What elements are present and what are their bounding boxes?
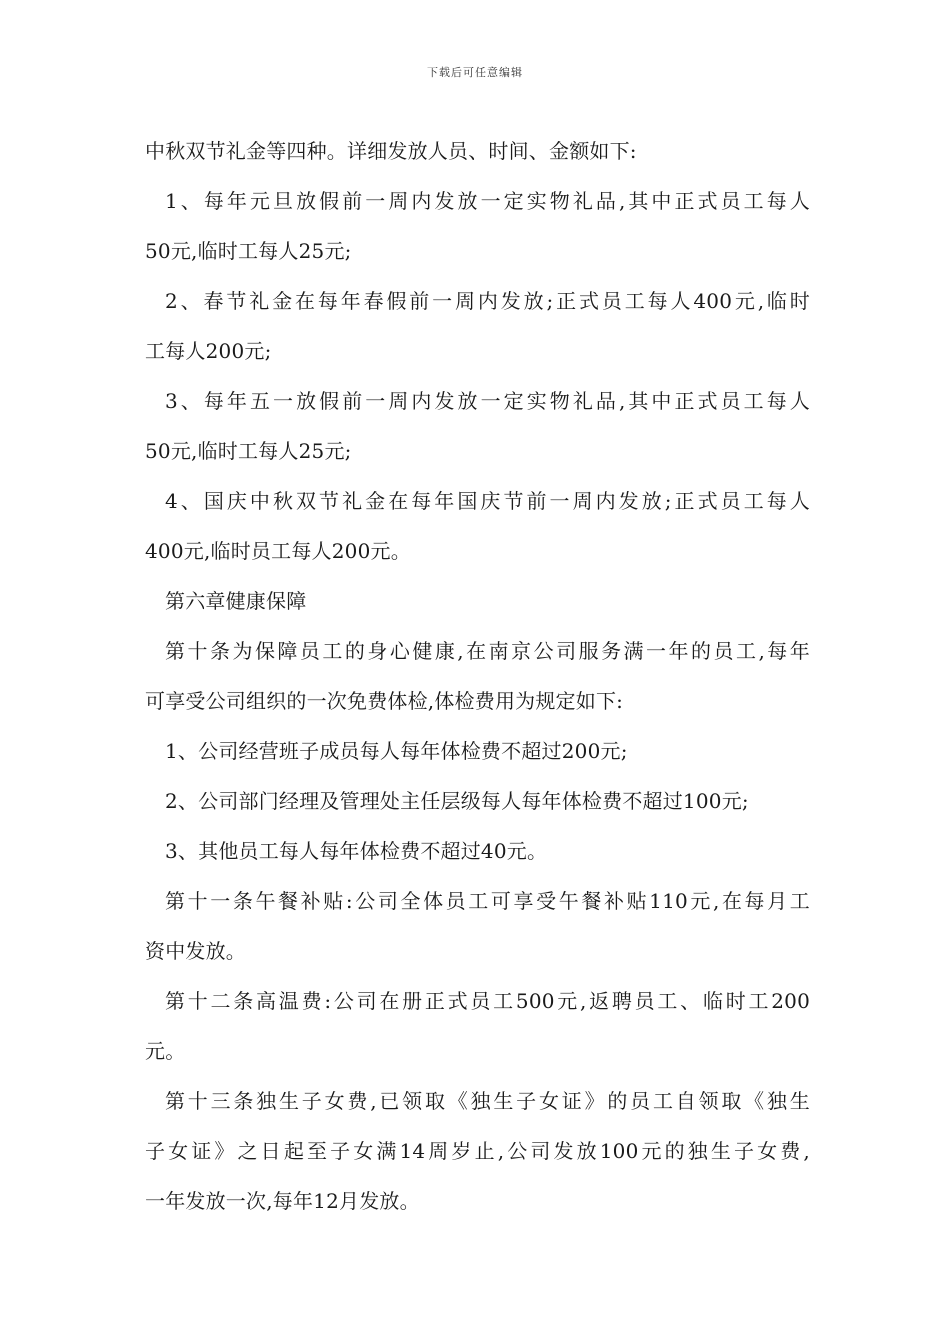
paragraph-line: 第十一条午餐补贴:公司全体员工可享受午餐补贴110元,在每月工 (165, 889, 810, 913)
paragraph-line: 元。 (145, 1039, 186, 1063)
paragraph-line: 第十二条高温费:公司在册正式员工500元,返聘员工、临时工200 (165, 989, 810, 1013)
paragraph-line: 50元,临时工每人25元; (145, 439, 352, 463)
paragraph-line: 中秋双节礼金等四种。详细发放人员、时间、金额如下: (145, 139, 637, 163)
paragraph-line: 第十条为保障员工的身心健康,在南京公司服务满一年的员工,每年 (165, 639, 810, 663)
paragraph-line: 可享受公司组织的一次免费体检,体检费用为规定如下: (145, 689, 624, 713)
page-header: 下载后可任意编辑 (427, 66, 523, 79)
paragraph-line: 工每人200元; (145, 339, 272, 363)
paragraph-line: 资中发放。 (145, 939, 246, 963)
paragraph-line: 3、其他员工每人每年体检费不超过40元。 (165, 839, 548, 863)
paragraph-line: 4、国庆中秋双节礼金在每年国庆节前一周内发放;正式员工每人 (165, 489, 810, 513)
document-body (145, 126, 810, 1226)
paragraph-line: 1、公司经营班子成员每人每年体检费不超过200元; (165, 739, 628, 763)
paragraph-line: 2、公司部门经理及管理处主任层级每人每年体检费不超过100元; (165, 789, 749, 813)
paragraph-line: 400元,临时员工每人200元。 (145, 539, 411, 563)
paragraph-line: 第十三条独生子女费,已领取《独生子女证》的员工自领取《独生 (165, 1089, 810, 1113)
paragraph-line: 50元,临时工每人25元; (145, 239, 352, 263)
chapter-heading: 第六章健康保障 (165, 589, 307, 613)
paragraph-line: 1、每年元旦放假前一周内发放一定实物礼品,其中正式员工每人 (165, 189, 810, 213)
paragraph-line: 一年发放一次,每年12月发放。 (145, 1189, 420, 1213)
paragraph-line: 3、每年五一放假前一周内发放一定实物礼品,其中正式员工每人 (165, 389, 810, 413)
paragraph-line: 子女证》之日起至子女满14周岁止,公司发放100元的独生子女费, (145, 1139, 810, 1163)
paragraph-line: 2、春节礼金在每年春假前一周内发放;正式员工每人400元,临时 (165, 289, 810, 313)
